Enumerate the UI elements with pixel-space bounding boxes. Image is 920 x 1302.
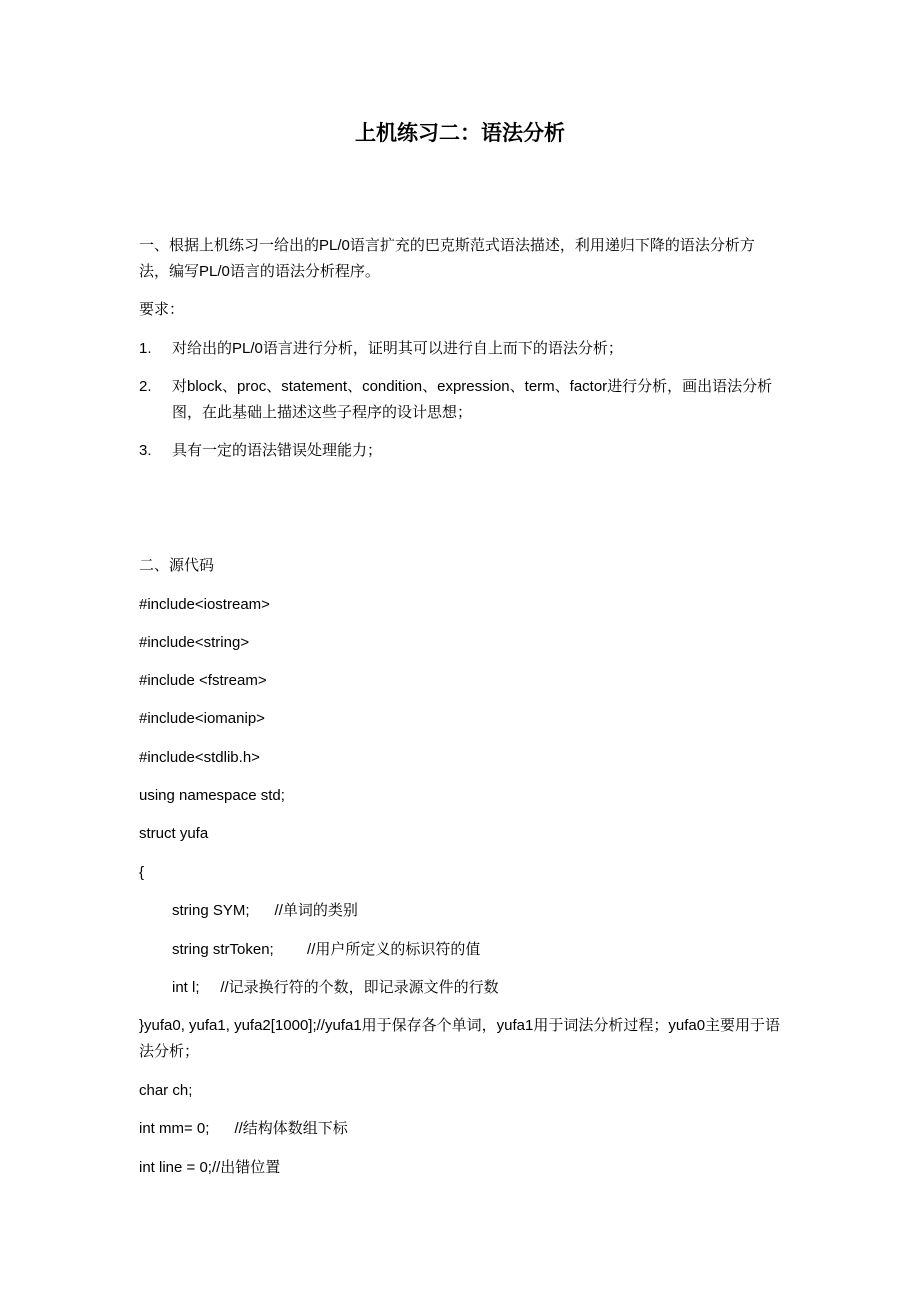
code-line: int l; //记录换行符的个数，即记录源文件的行数	[172, 979, 499, 996]
code-line: int mm= 0; //结构体数组下标	[139, 1120, 348, 1137]
list-item-number: 1.	[139, 340, 152, 357]
list-item-number: 2.	[139, 378, 152, 395]
code-line: #include<iostream>	[139, 596, 270, 613]
code-line: {	[139, 864, 145, 881]
list-item-text: 对block、proc、statement、condition、expression、term、factor进行分析，画出语法分析图，在此基础上描述这些子程序的设计思想；	[172, 378, 773, 421]
code-line: char ch;	[139, 1082, 193, 1099]
section1-intro: 一、根据上机练习一给出的PL/0语言扩充的巴克斯范式语法描述，利用递归下降的语法分析方法，编写PL/0语言的语法分析程序。	[139, 237, 755, 280]
page-title: 上机练习二：语法分析	[355, 122, 565, 145]
section2-heading: 二、源代码	[139, 557, 215, 574]
list-item-number: 3.	[139, 442, 152, 459]
code-line: string strToken; //用户所定义的标识符的值	[172, 941, 481, 958]
list-item-text: 具有一定的语法错误处理能力；	[172, 442, 383, 459]
code-line: }yufa0, yufa1, yufa2[1000];//yufa1用于保存各个单词，yufa1用于词法分析过程；yufa0主要用于语法分析；	[139, 1017, 781, 1060]
code-line: #include<stdlib.h>	[139, 749, 260, 766]
code-line: using namespace std;	[139, 787, 285, 804]
code-line: struct yufa	[139, 825, 209, 842]
requirements-label: 要求：	[139, 301, 185, 318]
code-line: #include<string>	[139, 634, 250, 651]
code-line: #include <fstream>	[139, 672, 267, 689]
code-line: int line = 0;//出错位置	[139, 1159, 281, 1176]
list-item-text: 对给出的PL/0语言进行分析，证明其可以进行自上而下的语法分析；	[172, 340, 623, 357]
code-line: #include<iomanip>	[139, 710, 265, 727]
code-line: string SYM; //单词的类别	[172, 902, 358, 919]
